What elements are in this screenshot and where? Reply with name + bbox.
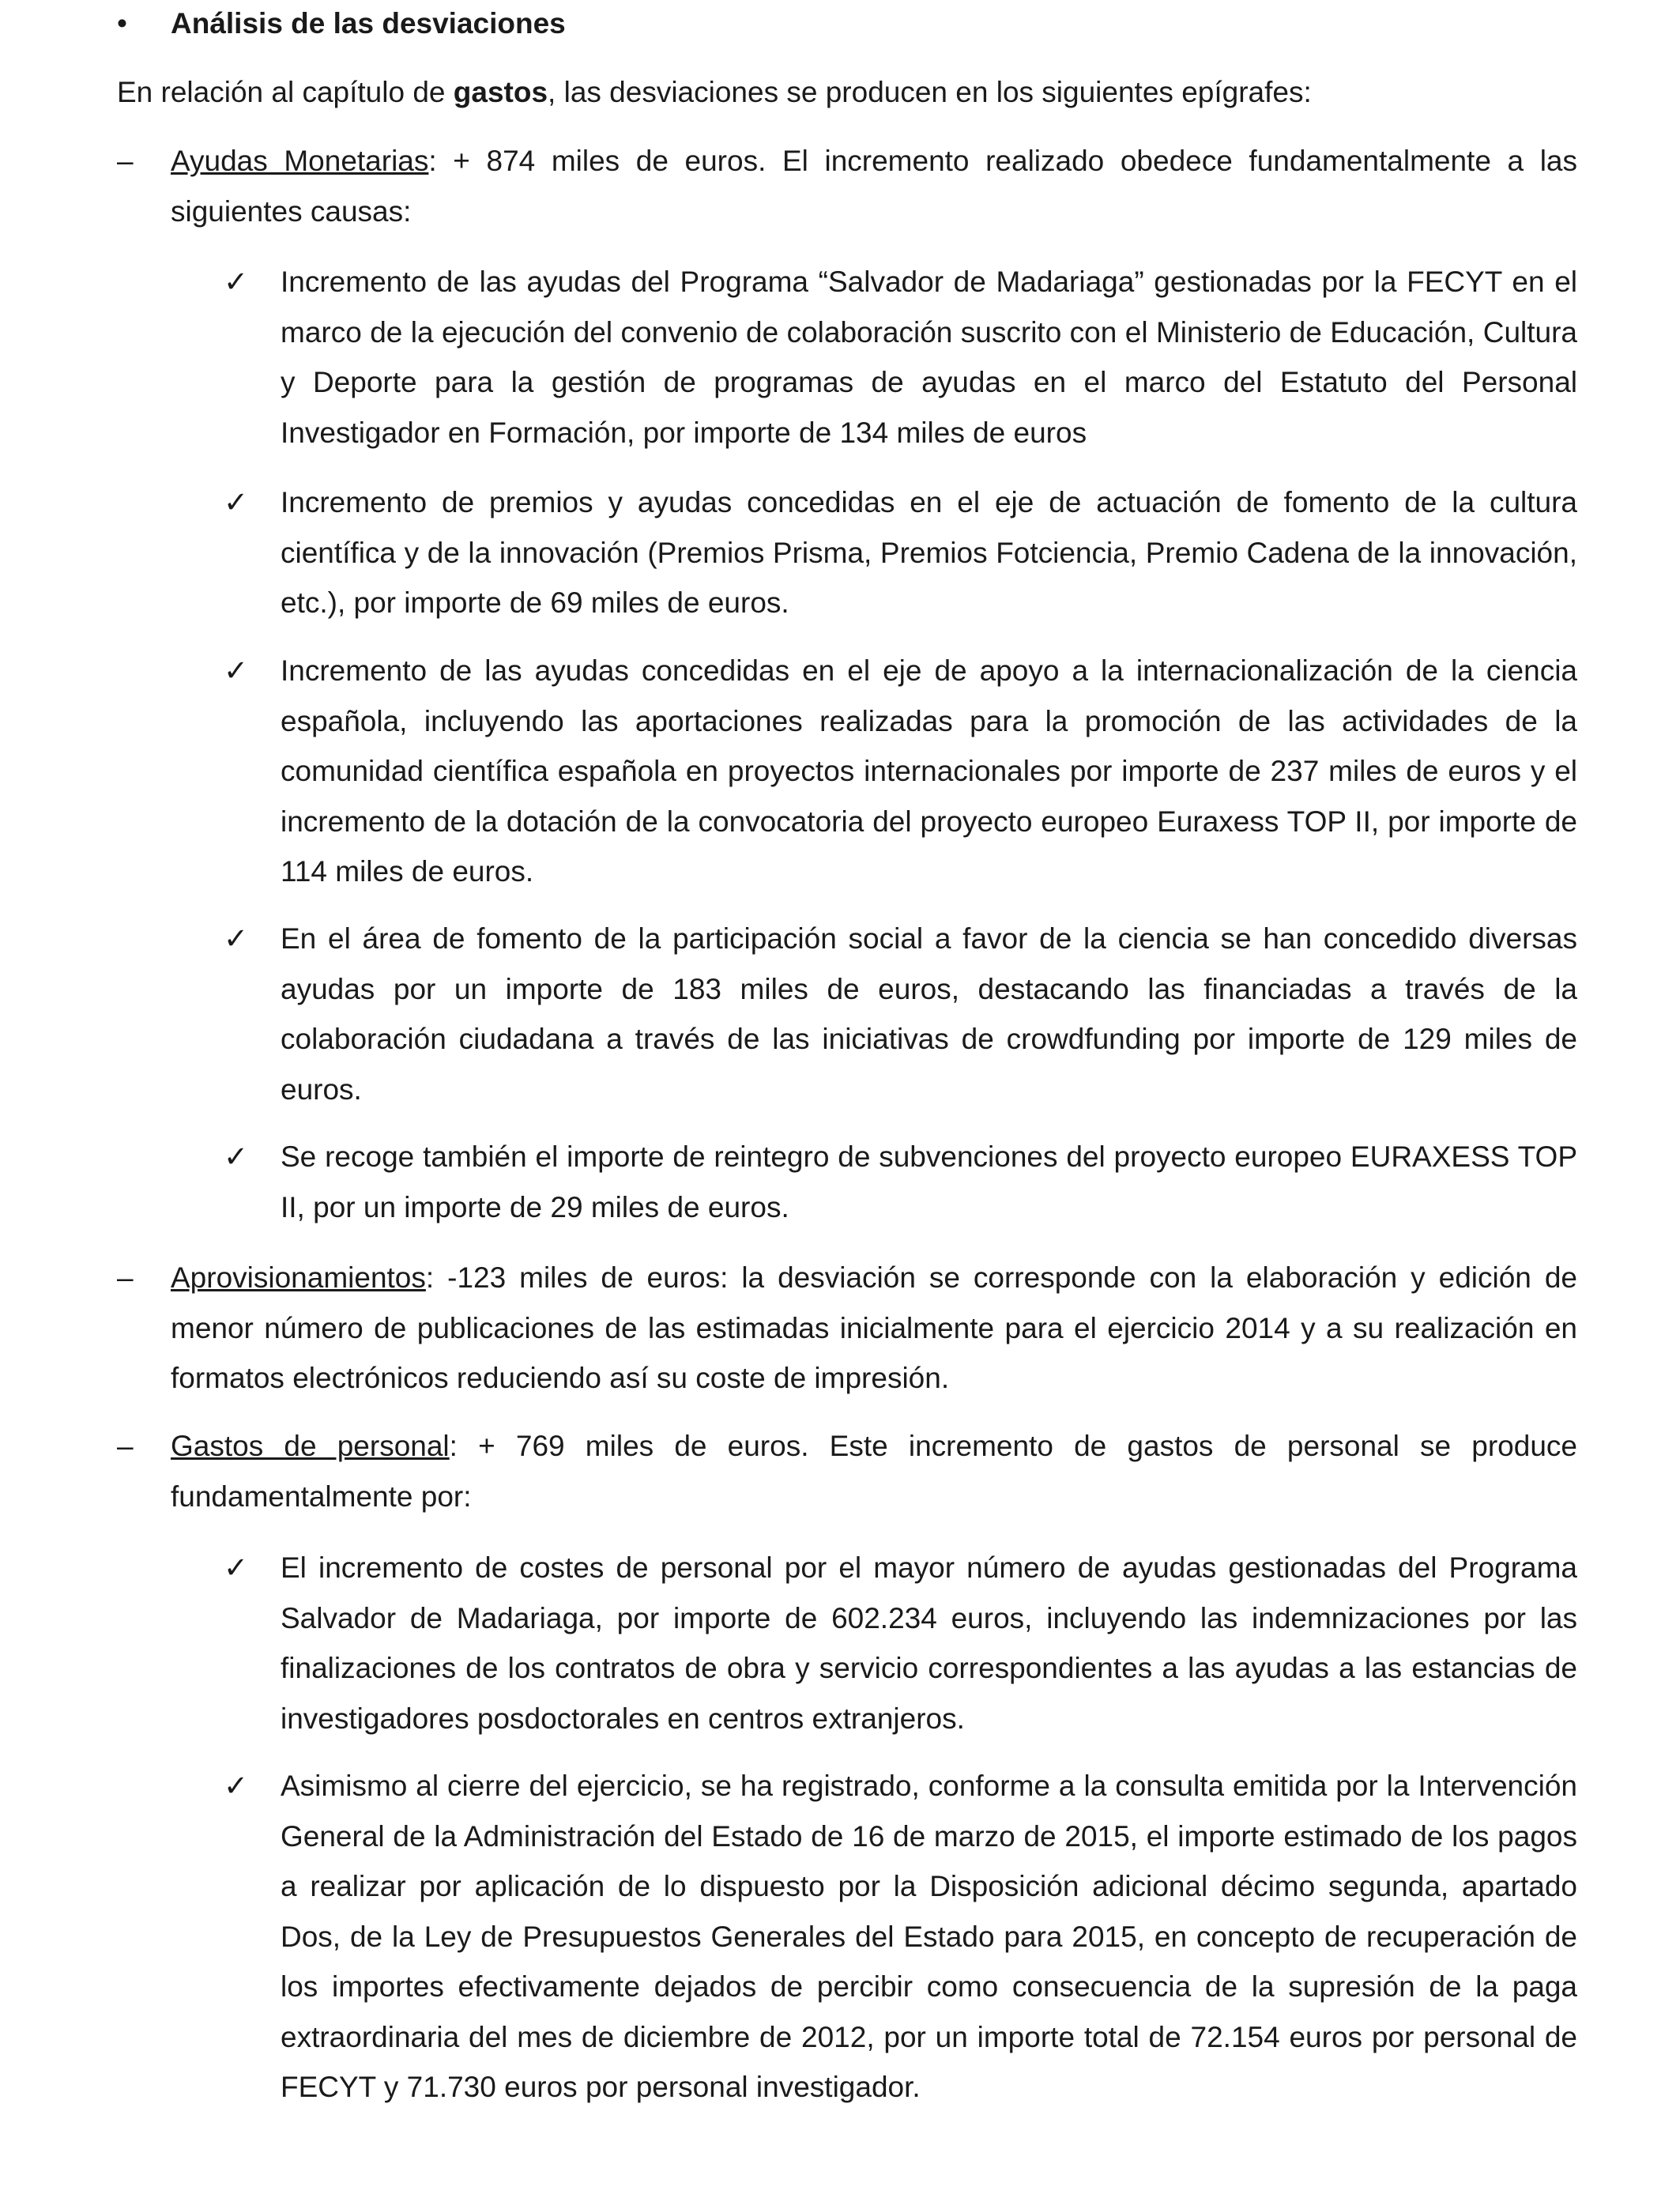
dash-icon: – (117, 1261, 134, 1294)
section-aprovisionamientos (171, 1253, 1577, 1404)
checkmark-icon: ✓ (224, 654, 249, 687)
section-text: : -123 miles de euros: la desviación se corresponde con la elaboración y edición de menor número de publicaciones de las estimadas inicialmente para el ejercicio 2014 y a su realización en formatos electrónicos reduciendo así su coste de impresión. (171, 1261, 1577, 1394)
list-item: Asimismo al cierre del ejercicio, se ha registrado, conforme a la consulta emitida por la Intervención General de la Administración del Estado de 16 de marzo de 2015, el importe estimado de los pagos a realizar por aplicación de lo dispuesto por la Disposición adicional décimo segunda, apartado Dos, de la Ley de Presupuestos Generales del Estado para 2015, en concepto de recuperación de los importes efectivamente dejados de percibir como consecuencia de la supresión de la paga extraordinaria del mes de diciembre de 2012, por un importe total de 72.154 euros por personal de FECYT y 71.730 euros por personal investigador. (281, 1770, 1577, 2103)
checkmark-icon: ✓ (224, 1770, 249, 1802)
intro-bold-keyword: gastos (453, 76, 548, 108)
checkmark-icon: ✓ (224, 1551, 249, 1584)
list-item: En el área de fomento de la participación social a favor de la ciencia se han concedido diversas ayudas por un importe de 183 miles de euros, destacando las financiadas a través de la colaboración ciudadana a través de las iniciativas de crowdfunding por importe de 129 miles de euros. (281, 922, 1577, 1106)
list-item: Incremento de premios y ayudas concedidas en el eje de actuación de fomento de la cultura científica y de la innovación (Premios Prisma, Premios Fotciencia, Premio Cadena de la innovación, etc.), por importe de 69 miles de euros. (281, 486, 1577, 619)
section-ayudas-monetarias (171, 136, 1577, 236)
section-text: : + 874 miles de euros. El incremento realizado obedece fundamentalmente a las siguientes causas: (171, 145, 1577, 228)
list-item: Incremento de las ayudas del Programa “Salvador de Madariaga” gestionadas por la FECYT en el marco de la ejecución del convenio de colaboración suscrito con el Ministerio de Educación, Cultura y Deporte para la gestión de programas de ayudas en el marco del Estatuto del Personal Investigador en Formación, por importe de 134 miles de euros (281, 266, 1577, 449)
checkmark-icon: ✓ (224, 266, 249, 298)
checkmark-icon: ✓ (224, 1140, 249, 1173)
intro-text-after: , las desviaciones se producen en los siguientes epígrafes: (548, 76, 1312, 108)
heading-text: Análisis de las desviaciones (171, 7, 566, 40)
section-gastos-de-personal (171, 1421, 1577, 1521)
bullet-icon: • (117, 7, 127, 40)
section-title: Gastos de personal (171, 1430, 450, 1462)
dash-icon: – (117, 145, 134, 177)
section-title: Aprovisionamientos (171, 1261, 426, 1294)
intro-text-before: En relación al capítulo de (117, 76, 454, 108)
checkmark-icon: ✓ (224, 486, 249, 518)
list-item: El incremento de costes de personal por el mayor número de ayudas gestionadas del Programa Salvador de Madariaga, por importe de 602.234 euros, incluyendo las indemnizaciones por las finalizaciones de los contratos de obra y servicio correspondientes a las ayudas a las estancias de investigadores posdoctorales en centros extranjeros. (281, 1551, 1577, 1735)
section-title: Ayudas Monetarias (171, 145, 429, 177)
list-item: Incremento de las ayudas concedidas en el eje de apoyo a la internacionalización de la ciencia española, incluyendo las aportaciones realizadas para la promoción de las actividades de la comunidad científica española en proyectos internacionales por importe de 237 miles de euros y el incremento de la dotación de la convocatoria del proyecto europeo Euraxess TOP II, por importe de 114 miles de euros. (281, 654, 1577, 888)
checkmark-icon: ✓ (224, 922, 249, 955)
list-item: Se recoge también el importe de reintegro de subvenciones del proyecto europeo EURAXESS TOP II, por un importe de 29 miles de euros. (281, 1140, 1577, 1223)
dash-icon: – (117, 1430, 134, 1462)
intro-paragraph (117, 75, 1312, 110)
section-text: : + 769 miles de euros. Este incremento de gastos de personal se produce fundamentalmente por: (171, 1430, 1577, 1513)
